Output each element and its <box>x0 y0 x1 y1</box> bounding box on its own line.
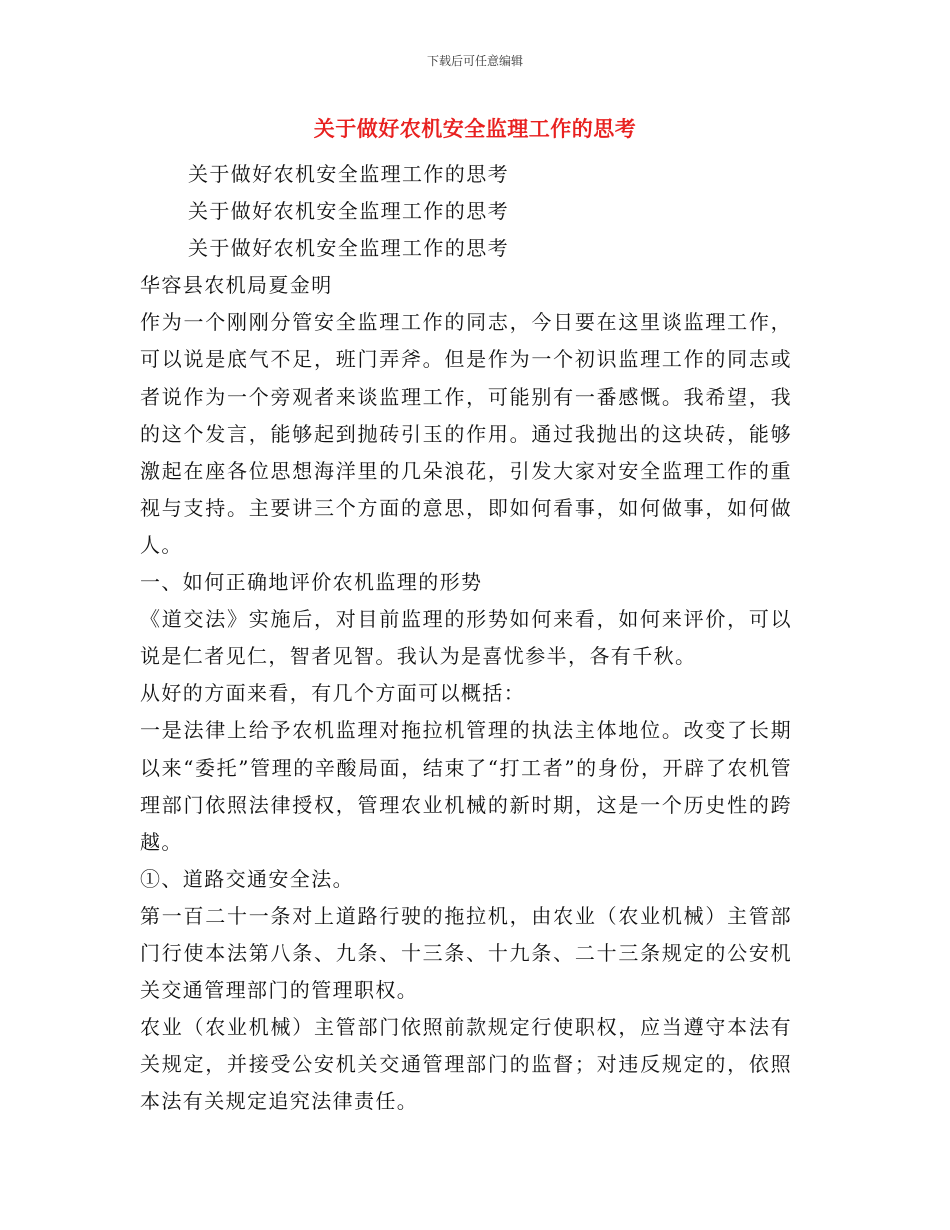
paragraph: 第一百二十一条对上道路行驶的拖拉机，由农业（农业机械）主管部门行使本法第八条、九条、十三条、十九条、二十三条规定的公安机关交通管理部门的管理职权。 <box>140 903 792 1003</box>
author-line: 华容县农机局夏金明 <box>140 273 333 298</box>
subtitle-line: 关于做好农机安全监理工作的思考 <box>188 199 509 224</box>
page-header: 下载后可任意编辑 <box>426 54 523 68</box>
paragraph: 《道交法》实施后，对目前监理的形势如何来看，如何来评价，可以说是仁者见仁，智者见智。我认为是喜忧参半，各有千秋。 <box>140 607 792 669</box>
paragraph: 农业（农业机械）主管部门依照前款规定行使职权，应当遵守本法有关规定，并接受公安机关交通管理部门的监督；对违反规定的，依照本法有关规定追究法律责任。 <box>140 1015 792 1114</box>
document-title: 关于做好农机安全监理工作的思考 <box>313 116 637 141</box>
paragraph: 一是法律上给予农机监理对拖拉机管理的执法主体地位。改变了长期以来“委托”管理的辛酸局面，结束了“打工者”的身份，开辟了农机管理部门依照法律授权，管理农业机械的新时期，这是一个历史性的跨越。 <box>140 718 792 854</box>
list-item-heading: ①、道路交通安全法。 <box>140 866 354 891</box>
paragraph: 从好的方面来看，有几个方面可以概括： <box>140 681 526 706</box>
paragraph-intro: 作为一个刚刚分管安全监理工作的同志，今日要在这里谈监理工作，可以说是底气不足，班门弄斧。但是作为一个初识监理工作的同志或者说作为一个旁观者来谈监理工作，可能别有一番感慨。我希望，我的这个发言，能够起到抛砖引玉的作用。通过我抛出的这块砖，能够激起在座各位思想海洋里的几朵浪花，引发大家对安全监理工作的重视与支持。主要讲三个方面的意思，即如何看事，如何做事，如何做人。 <box>140 310 792 557</box>
subtitle-line: 关于做好农机安全监理工作的思考 <box>188 236 509 261</box>
section-heading: 一、如何正确地评价农机监理的形势 <box>140 570 483 595</box>
document-body <box>140 156 792 1120</box>
subtitle-line: 关于做好农机安全监理工作的思考 <box>188 162 509 186</box>
